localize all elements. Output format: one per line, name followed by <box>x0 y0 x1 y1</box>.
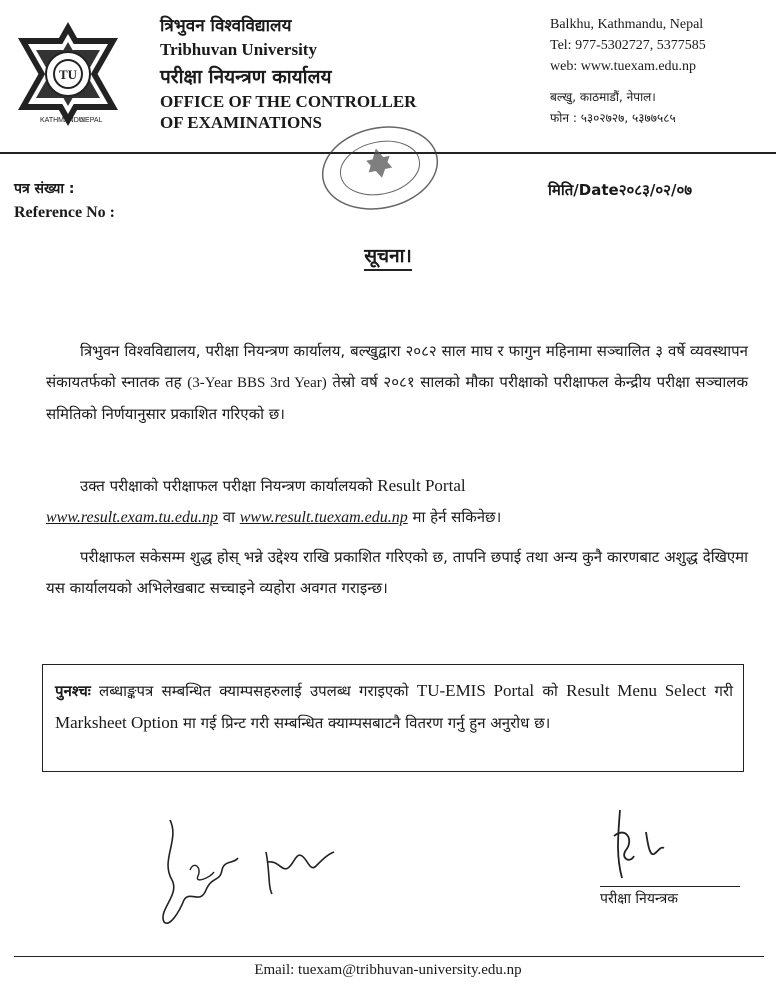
office-name-en-line1: OFFICE OF THE CONTROLLER <box>160 92 417 111</box>
logo-text-left: KATHMANDU <box>40 117 84 124</box>
university-name-ne: त्रिभुवन विश्वविद्यालय <box>160 16 292 36</box>
postscript-text-d: मा गई प्रिन्ट गरी सम्बन्धित क्याम्पसबाटनै वितरण गर्नु हुन अनुरोध छ। <box>178 714 551 732</box>
postscript-emis: TU-EMIS Portal <box>416 681 535 700</box>
result-link-2[interactable]: www.result.tuexam.edu.np <box>239 509 408 526</box>
result-link-1[interactable]: www.result.exam.tu.edu.np <box>46 509 218 526</box>
postscript-text-b: को <box>534 682 567 700</box>
p2-text-a: उक्त परीक्षाको परीक्षाफल परीक्षा नियन्त्रण कार्यालयको <box>80 477 378 495</box>
reference-label-en: Reference No : <box>14 204 115 221</box>
reference-block <box>14 178 115 224</box>
logo-text-right: NEPAL <box>80 117 103 124</box>
p2-text-end: मा हेर्न सकिनेछ। <box>407 508 502 526</box>
svg-text:TU: TU <box>58 67 78 82</box>
paragraph-3: परीक्षाफल सकेसम्म शुद्ध होस् भन्ने उद्देश्य राखि प्रकाशित गरिएको छ, तापनि छपाई तथा अन्य कुनै कारणबाट अशुद्ध देखिएमा यस कार्यालयको अभिलेखबाट सच्चाइने व्यहोरा अवगत गराइन्छ। <box>46 548 748 597</box>
university-name-en: Tribhuvan University <box>160 40 317 59</box>
p1-text-b: तेस्रो वर्ष २०८१ सालको मौका परीक्षाको परीक्षाफल केन्द्रीय परीक्षा सञ्चालक समितिको निर्णयानुसार प्रकाशित गरिएको छ। <box>46 373 748 423</box>
controller-title: परीक्षा नियन्त्रक <box>600 886 740 908</box>
signature-2 <box>258 832 338 902</box>
address-ne: बल्खु, काठमाडौं, नेपाल। <box>550 90 656 104</box>
postscript-box <box>42 664 744 772</box>
telephone-en: Tel: 977-5302727, 5377585 <box>550 38 706 53</box>
p1-program-en: (3-Year BBS 3rd Year) <box>187 375 327 391</box>
notice-title <box>0 242 776 268</box>
postscript-label: पुनश्चः <box>55 682 91 700</box>
header-contact <box>550 14 706 129</box>
header-left <box>160 18 416 131</box>
office-name-en-line2: OF EXAMINATIONS <box>160 113 322 132</box>
tu-star-logo-icon <box>14 20 122 128</box>
controller-signature <box>600 806 720 886</box>
paragraph-2 <box>46 470 748 533</box>
footer-email: Email: tuexam@tribhuvan-university.edu.np <box>254 962 522 978</box>
website-en: web: www.tuexam.edu.np <box>550 59 697 74</box>
p1-text-a: त्रिभुवन विश्वविद्यालय, परीक्षा नियन्त्रण कार्यालय, बल्खुद्वारा २०८२ साल माघ र फागुन महिनामा सञ्चालित ३ वर्षे व्यवस्थापन संकायतर्फको स्नातक तह <box>46 342 748 391</box>
date-value: २०८३/०२/०७ <box>618 181 693 199</box>
signature-1 <box>150 810 250 930</box>
p2-portal-name: Result Portal <box>377 476 466 495</box>
p2-text-mid: वा <box>217 508 240 526</box>
date-label: मिति/Date <box>548 181 619 199</box>
date-block <box>548 180 692 200</box>
office-name-ne: परीक्षा नियन्त्रण कार्यालय <box>160 66 332 88</box>
postscript-text-c: गरी <box>706 682 733 700</box>
office-seal-stamp <box>318 118 442 218</box>
notice-title-text: सूचना। <box>364 245 412 271</box>
footer-divider <box>14 956 764 957</box>
paragraph-1 <box>46 336 748 430</box>
reference-label-ne: पत्र संख्या : <box>14 181 75 197</box>
postscript-text-a: लब्धाङ्कपत्र सम्बन्धित क्याम्पसहरुलाई उपलब्ध गराइएको <box>90 682 417 700</box>
address-en: Balkhu, Kathmandu, Nepal <box>550 17 704 32</box>
postscript-result-menu: Result Menu Select <box>566 681 707 700</box>
phone-ne: फोन : ५३०२७२७, ५३७७५८५ <box>550 111 676 125</box>
postscript-marksheet: Marksheet Option <box>55 713 179 732</box>
